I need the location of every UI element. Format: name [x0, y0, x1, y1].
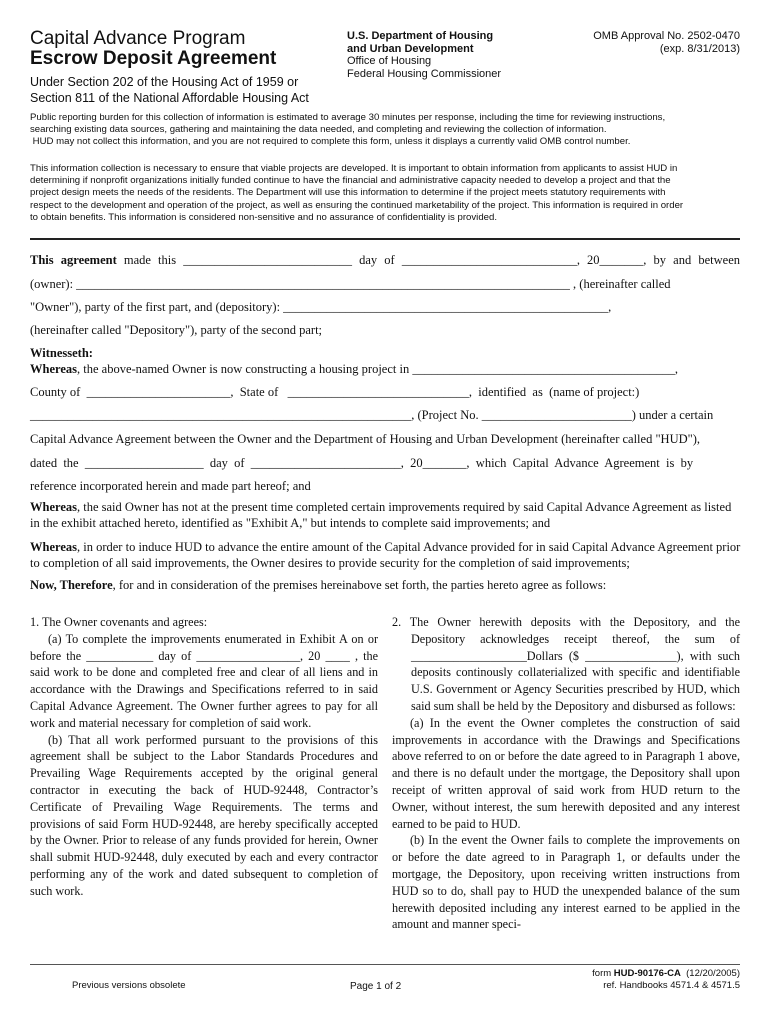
previous-versions-note: Previous versions obsolete	[72, 980, 186, 991]
agreement-line-1	[30, 252, 740, 268]
collection-line: determining if nonprofit organizations initially funded continue to have the financial and administrative capacity needed to develop a project and that the	[30, 175, 671, 187]
now-therefore-paragraph	[30, 578, 742, 594]
clause-2-intro: 2. The Owner herewith deposits with the Depository, and the Depository acknowledges receipt thereof, the sum of ___________________Dollars ($ _______________), with such deposits continously collaterialized with specific and identifiable U.S. Government or Agency Securities prescribed by HUD, which said sum shall be held by the Depository and disbursed as follows:	[392, 615, 740, 713]
omb-number: OMB Approval No. 2502-0470	[593, 30, 740, 42]
agency-block	[347, 30, 501, 80]
dated-line: dated the ___________________ day of ________________________, 20_______, which Capital Advance Agreement is by	[30, 456, 694, 470]
project-name-line: _____________________________________________________________, (Project No. ________________________) under a certain	[30, 408, 714, 422]
clause-1b: (b) That all work performed pursuant to the provisions of this agreement shall be subject to the Labor Standards Procedures and Prevailing Wage Requirements accepted by the original general contractor in executing the back of HUD-92448, Contractor’s Certificate of Prevailing Wage Requirements. The terms and provisions of said Form HUD-92448, are hereby specifically accepted by the Owner. Prior to release of any funds provided for herein, Owner shall submit HUD-92448, duly executed by each and every contractor performing any of the work and dated subsequent to completion of such work.	[30, 732, 378, 898]
depository-line: "Owner"), party of the first part, and (depository): ____________________________________________________,	[30, 300, 612, 314]
agency-office: Office of Housing	[347, 55, 432, 67]
form-number-block	[540, 968, 740, 992]
clause-column-left	[30, 614, 378, 900]
burden-line: HUD may not collect this information, and you are not required to complete this form, unless it displays a currently valid OMB control number.	[30, 136, 631, 148]
owner-line: (owner): _______________________________________________________________________________ , (hereinafter called	[30, 277, 671, 291]
witnesseth-heading: Witnesseth:	[30, 346, 93, 360]
collection-line: to obtain benefits. This information is considered non-sensitive and no assurance of confidentiality is provided.	[30, 211, 497, 223]
whereas-label: Whereas	[30, 362, 77, 376]
clause-1-intro: 1. The Owner covenants and agrees:	[30, 615, 208, 629]
project-location: , the above-named Owner is now constructing a housing project in __________________________________________,	[77, 362, 678, 376]
agency-name-1: U.S. Department of Housing	[347, 30, 494, 42]
whereas-text: , the said Owner has not at the present time completed certain improvements required by said Capital Advance Agreement as listed in the exhibit attached hereto, identified as "Exhibit A," but intends to complete said improvements; and	[30, 500, 732, 530]
burden-line: searching existing data sources, gathering and maintaining the data needed, and completing and reviewing the collection of information.	[30, 124, 607, 136]
collection-line: This information collection is necessary to ensure that viable projects are developed. It is important to obtain information from applicants to assist HUD in	[30, 163, 678, 174]
collection-line: project design meets the needs of the residents. The Department will use this information to determine if the project meets statutory requirements with	[30, 187, 666, 199]
agency-commissioner: Federal Housing Commissioner	[347, 67, 502, 80]
agency-name-2: and Urban Development	[347, 42, 474, 55]
agreement-lead: This agreement	[30, 253, 117, 267]
clause-2b: (b) In the event the Owner fails to complete the improvements on or before the date agreed to in Paragraph 1, or defaults under the mortgage, the Depository, upon receiving written instructions from HUD so to do, shall pay to HUD the unexpended balance of the sum herewith deposited including any interest earned to be applied in the amount and manner speci-	[392, 833, 740, 932]
reference-line: reference incorporated herein and made part hereof; and	[30, 479, 311, 493]
capital-advance-line: Capital Advance Agreement between the Owner and the Department of Housing and Urban Development (hereinafter called "HUD"),	[30, 432, 701, 446]
whereas-label: Whereas	[30, 500, 77, 514]
whereas-line-1	[30, 361, 740, 377]
statute-line-1: Under Section 202 of the Housing Act of 1959 or	[30, 75, 299, 89]
footer-divider	[30, 964, 740, 965]
handbook-reference: ref. Handbooks 4571.4 & 4571.5	[603, 980, 740, 991]
divider	[30, 238, 740, 240]
clause-2a: (a) In the event the Owner completes the construction of said improvements in accordance with the Drawings and Specifications above referred to on or before the date agreed to in Paragraph 1 above, and there is no default under the mortgage, the Depository shall upon receipt of written approval of said work from HUD return to the Owner, without interest, the sum herewith deposited and any interest earned to be paid to HUD.	[392, 715, 740, 831]
omb-approval	[560, 30, 740, 55]
statute-reference	[30, 74, 309, 106]
burden-line: Public reporting burden for this collection of information is estimated to average 30 minutes per response, including the time for reviewing instructions,	[30, 112, 666, 123]
county-state-line: County of _______________________, State of _____________________________, identified as (name of project:)	[30, 385, 640, 399]
whereas-paragraph-2	[30, 500, 742, 531]
now-therefore-text: , for and in consideration of the premises hereinabove set forth, the parties hereto agree as follows:	[112, 578, 607, 592]
omb-expiration: (exp. 8/31/2013)	[659, 42, 740, 55]
page-number: Page 1 of 2	[350, 981, 402, 992]
form-title: Capital Advance Program	[30, 28, 246, 49]
whereas-text: , in order to induce HUD to advance the entire amount of the Capital Advance provided for in said Capital Advance Agreement prior to completion of all said improvements, the Owner desires to provide security for the completion of said improvements;	[30, 540, 741, 570]
agreement-date-blanks: made this ___________________________ day of ____________________________, 20_______, by and between	[116, 253, 740, 267]
form-prefix: form	[592, 968, 614, 979]
form-subtitle: Escrow Deposit Agreement	[30, 48, 277, 69]
burden-notice	[30, 112, 742, 149]
now-therefore-label: Now, Therefore	[30, 578, 113, 592]
whereas-label: Whereas	[30, 540, 77, 554]
statute-line-2: Section 811 of the National Affordable Housing Act	[30, 91, 309, 105]
party-line: (hereinafter called "Depository"), party of the second part;	[30, 323, 323, 337]
form-date: (12/20/2005)	[680, 968, 740, 979]
clause-column-right	[392, 614, 740, 933]
clause-1a: (a) To complete the improvements enumerated in Exhibit A on or before the ___________ day of _________________, 20 ____ , the said work to be done and completed free and clear of all liens and in accordance with the Drawings and Specifications referred to in said Capital Advance Agreement. The Owner further agrees to pay for all work and material necessary for completion of said work.	[30, 631, 378, 730]
whereas-paragraph-3	[30, 540, 742, 571]
collection-notice	[30, 163, 742, 224]
form-number: HUD-90176-CA	[613, 968, 681, 979]
collection-line: respect to the development and operation of the project, as well as ensuring the continued marketability of the project. This information is required in order	[30, 199, 684, 211]
form-number-line	[540, 968, 740, 980]
